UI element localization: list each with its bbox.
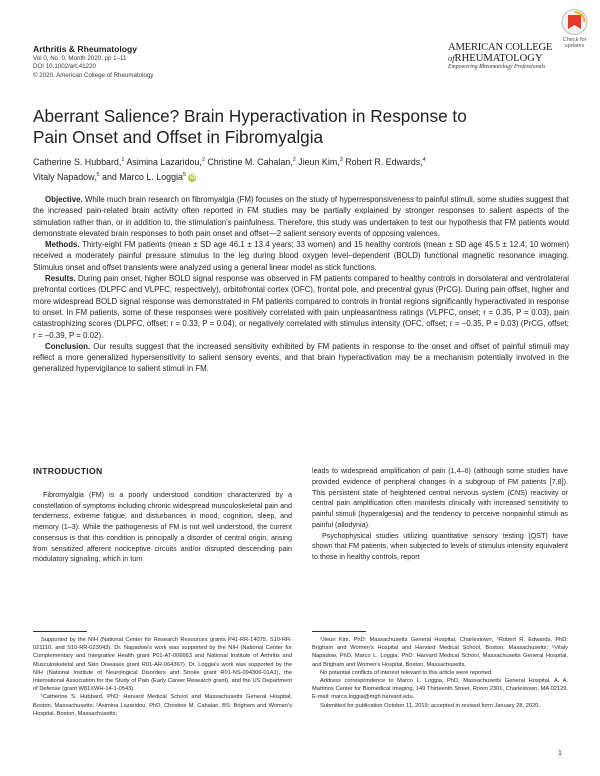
author[interactable] <box>298 157 343 167</box>
author-name: Christine M. Cahalan, <box>207 156 293 167</box>
abstract-label: Objective. <box>45 195 83 204</box>
footnote: ³Jieun Kim, PhD: Massachusetts General Hospital, Charlestown; ⁴Robert R. Edwards, PhD: Brigham and Women's Hospital and Harvard Medical School, Boston, Massachusetts; ⁵Vitaly Napadow, PhD, Marco L. Loggia, PhD: Harvard Medical School, Massachusetts General Hospital, and Brigham and Women's Hospital, Boston, Massachusetts. <box>312 637 568 668</box>
author[interactable] <box>33 157 124 167</box>
affiliation-sup: 2 <box>201 157 205 163</box>
check-for-updates-badge[interactable] <box>558 8 591 50</box>
author[interactable] <box>102 172 186 182</box>
affiliation-sup: 2 <box>292 157 296 163</box>
author-name: Asimina Lazaridou, <box>126 156 202 167</box>
article-title <box>33 106 573 148</box>
footnote: Submitted for publication October 11, 2019; accepted in revised form January 28, 2020. <box>320 702 540 709</box>
body-paragraph: leads to widespread amplification of pain (1,4–6) (although some studies have provided evidence of peripheral changes in a subgroup of FM patients [7,8]). This persistent state of heightened central nervous system (CNS) reactivity or central pain amplification often manifests clinically with increased sensitivity to painful stimuli (hyperalgesia) and the tendency to perceive nonpainful stimuli as painful (allodynia). <box>312 467 568 529</box>
body-paragraph: Psychophysical studies utilizing quantitative sensory testing (QST) have shown that FM patients, when subjected to levels of stimulus intensity equivalent to those in healthy controls, report <box>312 531 568 561</box>
author-name: Catherine S. Hubbard, <box>33 156 122 167</box>
check-updates-label <box>558 37 591 50</box>
abstract <box>33 194 569 375</box>
affiliation-sup: 3 <box>339 157 343 163</box>
abstract-label: Methods. <box>45 240 80 250</box>
abstract-text: Our results suggest that the increased sensitivity exhibited by FM patients in response to the onset and offset of painful stimuli may reflect a more generalized hypersensitivity to salient sensory events, and that brain hyperactivation may be a mechanism potentially involved in the generalized hypervigilance to salient stimuli in FM. <box>33 341 569 374</box>
publisher-line2 <box>448 53 560 64</box>
abstract-label: Conclusion. <box>45 341 91 351</box>
author[interactable] <box>345 157 426 167</box>
abstract-conclusion <box>33 341 569 375</box>
abstract-text: During pain onset, higher BOLD signal response was observed in FM patients compared to healthy controls in dorsolateral and ventrolateral prefrontal cortices (DLPFC and VLPFC, respectively), orbitofrontal cortex (OFC), frontal pole, and precentral gyrus (PrCG). During pain offset, higher and more widespread BOLD signal response was demonstrated in FM patients compared to controls in frontal regions significantly hyperactivated in response to onset. In FM patients, some of these responses were positively correlated with pain unpleasantness ratings (VLPFC, onset; r = 0.35, P = 0.03), pain catastrophizing scores (DLPFC, offset; r = 0.33, P = 0.04), or negatively correlated with stimulus intensity (OFC, offset; r = −0.35, P = 0.03) (PrCG, offset; r = −0.39, P = 0.02). <box>33 274 569 340</box>
check-updates-icon <box>558 8 591 36</box>
affiliation-sup: 5 <box>182 171 186 178</box>
author[interactable] <box>126 157 205 167</box>
author-name: and Marco L. Loggia <box>102 171 183 182</box>
author-name: Vitaly Napadow, <box>33 171 97 182</box>
abstract-text: Thirty-eight FM patients (mean ± SD age 46.1 ± 13.4 years; 33 women) and 15 healthy controls (mean ± SD age 45.5 ± 12.4; 10 women) received a moderately painful pressure stimulus to the leg during blood oxygen level–dependent (BOLD) functional magnetic resonance imaging. Stimulus onset and offset transients were analyzed using a general linear model as stick functions. <box>33 240 569 272</box>
publisher-line1: AMERICAN COLLEGE <box>448 42 553 53</box>
abstract-text: While much brain research on fibromyalgia (FM) focuses on the study of hyperresponsiveness to painful stimuli, some studies suggest that the increased pain-related brain activity often reported in FM studies may be partially explained by stronger responses to salient aspects of the stimulation rather than, or in addition to, the stimulation's painfulness. Therefore, this study was undertaken to test our hypothesis that FM patients would demonstrate elevated brain responses to both pain onset and offset—2 salient sensory events of opposing valences. <box>33 195 569 238</box>
copyright: © 2020, American College of Rheumatology <box>33 71 154 79</box>
body-column-right <box>312 466 568 563</box>
author-list <box>33 154 553 184</box>
check-updates-line1: Check for <box>562 37 587 43</box>
abstract-objective <box>33 194 569 239</box>
footnotes-right <box>312 636 568 710</box>
footnotes-left <box>33 636 292 718</box>
footnote: Supported by the NIH (National Center for Research Resources grants P41-RR-14075, S10-RR-021110, and S10-RR-023043). Dr. Napadow's work was supported by the NIH (National Center for Complementary and Integrative Health grant P01-AT-006663 and National Institute of Arthritis and Musculoskeletal and Skin Diseases grant R01-AR-064367). Dr. Loggia's work was supported by the NIH (National Institute of Neurological Disorders and Stroke grant R01-NS-094306-01A1), the International Association for the Study of Pain (Early Career Research grant), and the US Department of Defense (grant W81XWH-14-1-0543). <box>33 637 292 693</box>
abstract-label: Results. <box>45 274 76 284</box>
author-name: Robert R. Edwards, <box>345 156 423 167</box>
footnote: Address correspondence to Marco L. Loggia, PhD, Massachusetts General Hospital, A. A. Martinos Center for Biomedical Imaging, 149 Thirteenth Street, Room 2301, Charlestown, MA 02129. E-mail: marco.loggia@mgh.harvard.edu. <box>312 678 568 701</box>
affiliation-sup: 5 <box>96 171 100 178</box>
footnote: No potential conflicts of interest relevant to this article were reported. <box>320 669 493 676</box>
section-heading: INTRODUCTION <box>33 466 103 476</box>
publisher-rheum: RHEUMATOLOGY <box>454 53 543 64</box>
publisher-of: of <box>448 54 455 63</box>
author-name: Jieun Kim, <box>298 156 340 167</box>
orcid-icon[interactable]: iD <box>189 174 195 181</box>
check-updates-line2: updates <box>564 43 585 50</box>
affiliation-sup: 4 <box>422 157 426 163</box>
doi[interactable]: DOI 10.1002/art.41220 <box>33 63 96 71</box>
author[interactable] <box>33 172 100 182</box>
author[interactable] <box>207 157 295 167</box>
footnote-divider <box>33 631 87 632</box>
body-paragraph: Fibromyalgia (FM) is a poorly understood condition characterized by a constellation of symptoms including chronic widespread musculoskeletal pain and tenderness, extreme fatigue, and disturbances in mood, cognition, sleep, and memory (1–3). While the pathogenesis of FM is not well understood, the current consensus is that this condition is principally a disorder of central origin, arising from sensitized afferent nociceptive circuits and/or disrupted descending pain modulatory signaling, which in turn <box>33 490 292 564</box>
body-column-left <box>33 466 292 565</box>
footnote: ¹Catherine S. Hubbard, PhD: Harvard Medical School and Massachusetts General Hospital, Boston, Massachusetts; ²Asimina Lazaridou, PhD, Christine M. Cahalan, BS: Brigham and Women's Hospital, Boston, Massachusetts; <box>33 694 292 717</box>
journal-name: Arthritis & Rheumatology <box>33 44 138 54</box>
footnote-divider <box>312 631 366 632</box>
publisher-logo <box>448 42 560 71</box>
volume-line: Vol 0, No. 0, Month 2020, pp 1–11 <box>33 55 127 62</box>
title-line2: Pain Onset and Offset in Fibromyalgia <box>33 127 324 147</box>
journal-header <box>33 44 293 80</box>
abstract-methods <box>33 239 569 273</box>
title-line1: Aberrant Salience? Brain Hyperactivation in Response to <box>33 106 467 126</box>
page-number: 1 <box>558 750 562 757</box>
abstract-results <box>33 273 569 341</box>
affiliation-sup: 1 <box>121 157 125 163</box>
publisher-tagline: Empowering Rheumatology Professionals <box>448 64 546 70</box>
